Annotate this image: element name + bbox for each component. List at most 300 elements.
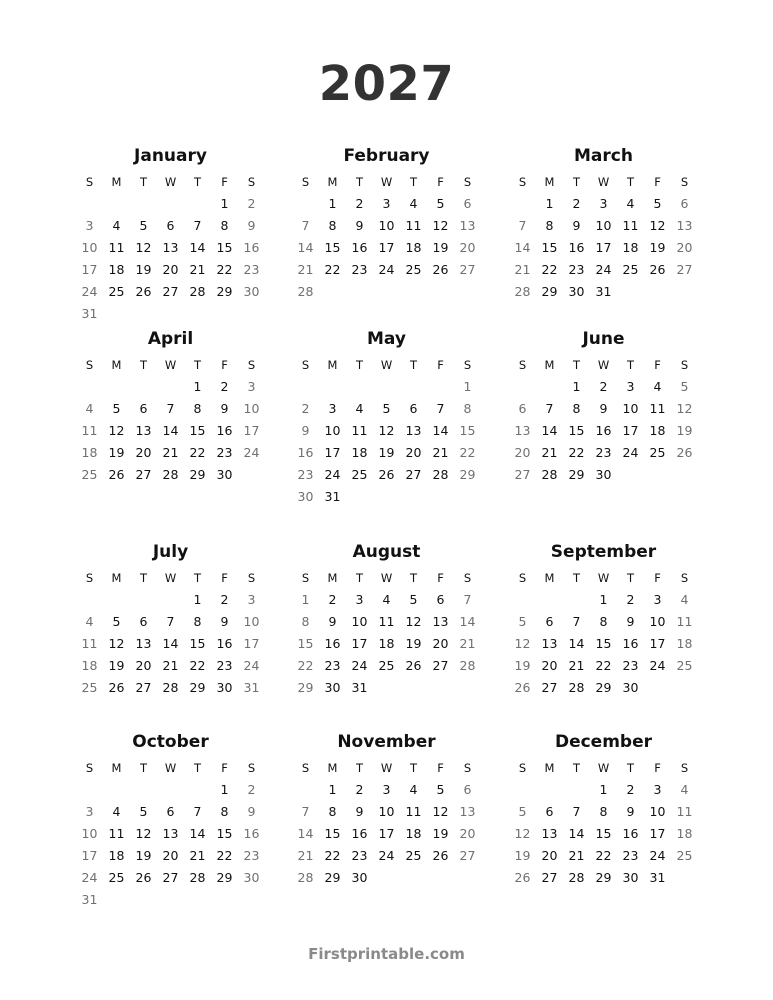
day-cell: 16 xyxy=(595,423,612,438)
day-cell: 30 xyxy=(297,489,314,504)
day-cell: 27 xyxy=(459,848,476,863)
day-cell: 13 xyxy=(162,240,179,255)
day-cell: 18 xyxy=(405,240,422,255)
day-cell: 19 xyxy=(378,445,395,460)
day-cell: 31 xyxy=(243,680,260,695)
day-cell: 19 xyxy=(514,658,531,673)
week-row xyxy=(76,303,265,325)
day-cell: 20 xyxy=(135,445,152,460)
day-cell: 24 xyxy=(81,284,98,299)
week-row xyxy=(76,677,265,699)
day-cell: 21 xyxy=(297,848,314,863)
day-cell: 15 xyxy=(568,423,585,438)
day-cell: 4 xyxy=(112,218,121,233)
day-cell: 2 xyxy=(572,196,581,211)
day-cell: 23 xyxy=(324,658,341,673)
weekday-header: S xyxy=(247,571,256,585)
day-cell: 30 xyxy=(243,870,260,885)
day-cell: 7 xyxy=(301,804,310,819)
day-cell: 9 xyxy=(247,218,256,233)
day-cell: 27 xyxy=(514,467,531,482)
day-cell: 21 xyxy=(568,658,585,673)
weekday-header: T xyxy=(626,358,635,372)
weekday-header: S xyxy=(518,358,527,372)
day-cell: 26 xyxy=(649,262,666,277)
day-cell: 4 xyxy=(112,804,121,819)
day-cell: 18 xyxy=(81,658,98,673)
day-cell: 18 xyxy=(351,445,368,460)
day-cell: 30 xyxy=(216,467,233,482)
weekday-header: S xyxy=(518,175,527,189)
weekday-header: S xyxy=(463,358,472,372)
day-cell: 24 xyxy=(595,262,612,277)
day-cell: 13 xyxy=(432,614,449,629)
day-cell: 5 xyxy=(112,401,121,416)
day-cell: 26 xyxy=(676,445,693,460)
day-cell: 21 xyxy=(189,262,206,277)
day-cell: 26 xyxy=(514,870,531,885)
day-cell: 11 xyxy=(108,240,125,255)
day-cell: 24 xyxy=(378,262,395,277)
weekday-header: T xyxy=(193,571,202,585)
week-row xyxy=(292,845,481,867)
day-cell: 6 xyxy=(463,196,472,211)
day-cell: 15 xyxy=(216,240,233,255)
weekday-header: F xyxy=(654,761,661,775)
day-cell: 30 xyxy=(568,284,585,299)
weekday-header: S xyxy=(680,358,689,372)
day-cell: 15 xyxy=(541,240,558,255)
day-cell: 19 xyxy=(135,848,152,863)
day-cell: 10 xyxy=(351,614,368,629)
weekday-header: M xyxy=(111,571,122,585)
day-cell: 2 xyxy=(247,782,256,797)
day-cell: 16 xyxy=(568,240,585,255)
day-cell: 12 xyxy=(432,218,449,233)
weekday-header: W xyxy=(380,571,393,585)
day-cell: 13 xyxy=(135,636,152,651)
day-cell: 21 xyxy=(432,445,449,460)
weekday-header: T xyxy=(355,761,364,775)
day-cell: 7 xyxy=(518,218,527,233)
day-cell: 14 xyxy=(189,240,206,255)
week-row xyxy=(292,259,481,281)
day-cell: 25 xyxy=(378,658,395,673)
week-row xyxy=(76,281,265,303)
week-row xyxy=(509,464,698,486)
day-cell: 3 xyxy=(85,804,94,819)
week-row xyxy=(509,259,698,281)
day-cell: 26 xyxy=(432,848,449,863)
day-cell: 21 xyxy=(297,262,314,277)
day-cell: 15 xyxy=(595,636,612,651)
weekday-header: S xyxy=(247,175,256,189)
day-cell: 17 xyxy=(649,636,666,651)
week-row xyxy=(509,677,698,699)
day-cell: 1 xyxy=(599,782,608,797)
day-cell: 19 xyxy=(135,262,152,277)
day-cell: 8 xyxy=(301,614,310,629)
day-cell: 14 xyxy=(568,636,585,651)
day-cell: 7 xyxy=(193,218,202,233)
day-cell: 21 xyxy=(568,848,585,863)
day-cell: 29 xyxy=(324,870,341,885)
weekday-header: M xyxy=(544,761,555,775)
day-cell: 14 xyxy=(541,423,558,438)
weekday-header: M xyxy=(327,175,338,189)
weekday-header: W xyxy=(597,175,610,189)
day-cell: 5 xyxy=(518,804,527,819)
day-cell: 27 xyxy=(676,262,693,277)
day-cell: 31 xyxy=(81,892,98,907)
week-row xyxy=(509,589,698,611)
week-row xyxy=(292,589,481,611)
day-cell: 8 xyxy=(572,401,581,416)
week-row xyxy=(76,845,265,867)
day-cell: 1 xyxy=(328,196,337,211)
day-cell: 28 xyxy=(297,870,314,885)
week-row xyxy=(509,655,698,677)
day-cell: 23 xyxy=(216,658,233,673)
day-cell: 2 xyxy=(301,401,310,416)
week-row xyxy=(292,376,481,398)
day-cell: 4 xyxy=(355,401,364,416)
day-cell: 13 xyxy=(162,826,179,841)
day-cell: 27 xyxy=(541,680,558,695)
day-cell: 19 xyxy=(108,658,125,673)
day-cell: 28 xyxy=(514,284,531,299)
week-row xyxy=(292,823,481,845)
week-row xyxy=(292,398,481,420)
week-row xyxy=(509,633,698,655)
day-cell: 25 xyxy=(676,848,693,863)
day-cell: 3 xyxy=(653,592,662,607)
day-cell: 20 xyxy=(541,848,558,863)
day-cell: 21 xyxy=(162,658,179,673)
week-row xyxy=(509,845,698,867)
day-cell: 4 xyxy=(626,196,635,211)
day-cell: 6 xyxy=(139,401,148,416)
day-cell: 24 xyxy=(243,658,260,673)
weekday-header: M xyxy=(544,358,555,372)
day-cell: 19 xyxy=(432,826,449,841)
day-cell: 14 xyxy=(568,826,585,841)
day-cell: 9 xyxy=(328,614,337,629)
week-row xyxy=(76,259,265,281)
weekday-header: M xyxy=(544,175,555,189)
weekday-header: T xyxy=(409,175,418,189)
day-cell: 11 xyxy=(649,401,666,416)
day-cell: 31 xyxy=(649,870,666,885)
day-cell: 12 xyxy=(405,614,422,629)
day-cell: 9 xyxy=(626,804,635,819)
weekday-header: T xyxy=(409,571,418,585)
month-name: May xyxy=(367,329,406,349)
day-cell: 7 xyxy=(166,401,175,416)
day-cell: 29 xyxy=(189,680,206,695)
day-cell: 5 xyxy=(382,401,391,416)
day-cell: 4 xyxy=(382,592,391,607)
weekday-header: W xyxy=(164,175,177,189)
day-cell: 4 xyxy=(409,196,418,211)
day-cell: 16 xyxy=(622,826,639,841)
week-row xyxy=(76,779,265,801)
week-row xyxy=(76,655,265,677)
day-cell: 29 xyxy=(216,284,233,299)
day-cell: 25 xyxy=(622,262,639,277)
day-cell: 30 xyxy=(243,284,260,299)
day-cell: 4 xyxy=(680,782,689,797)
day-cell: 11 xyxy=(81,423,98,438)
weekday-header-row xyxy=(76,757,265,779)
day-cell: 17 xyxy=(243,423,260,438)
week-row xyxy=(76,376,265,398)
day-cell: 3 xyxy=(382,782,391,797)
day-cell: 24 xyxy=(378,848,395,863)
day-cell: 30 xyxy=(622,680,639,695)
day-cell: 13 xyxy=(541,636,558,651)
day-cell: 23 xyxy=(622,658,639,673)
weekday-header: T xyxy=(355,175,364,189)
day-cell: 9 xyxy=(355,804,364,819)
month-name: September xyxy=(550,542,657,562)
day-cell: 3 xyxy=(626,379,635,394)
weekday-header: F xyxy=(437,571,444,585)
week-row xyxy=(292,215,481,237)
weekday-header-row xyxy=(292,567,481,589)
day-cell: 12 xyxy=(514,636,531,651)
day-cell: 1 xyxy=(599,592,608,607)
weekday-header: T xyxy=(355,358,364,372)
day-cell: 26 xyxy=(514,680,531,695)
day-cell: 28 xyxy=(568,680,585,695)
day-cell: 18 xyxy=(622,240,639,255)
day-cell: 27 xyxy=(162,870,179,885)
day-cell: 16 xyxy=(243,240,260,255)
week-row xyxy=(509,823,698,845)
day-cell: 25 xyxy=(351,467,368,482)
day-cell: 26 xyxy=(378,467,395,482)
day-cell: 18 xyxy=(378,636,395,651)
day-cell: 5 xyxy=(409,592,418,607)
weekday-header: S xyxy=(301,571,310,585)
day-cell: 1 xyxy=(193,592,202,607)
weekday-header: S xyxy=(463,175,472,189)
day-cell: 20 xyxy=(459,240,476,255)
day-cell: 8 xyxy=(599,614,608,629)
day-cell: 12 xyxy=(108,423,125,438)
day-cell: 20 xyxy=(432,636,449,651)
day-cell: 10 xyxy=(649,804,666,819)
week-row xyxy=(292,779,481,801)
week-row xyxy=(509,442,698,464)
day-cell: 21 xyxy=(189,848,206,863)
day-cell: 19 xyxy=(649,240,666,255)
day-cell: 30 xyxy=(216,680,233,695)
weekday-header: T xyxy=(409,358,418,372)
day-cell: 5 xyxy=(139,218,148,233)
week-row xyxy=(292,633,481,655)
weekday-header: F xyxy=(221,175,228,189)
day-cell: 30 xyxy=(595,467,612,482)
weekday-header: S xyxy=(85,571,94,585)
day-cell: 13 xyxy=(459,804,476,819)
week-row xyxy=(292,801,481,823)
day-cell: 24 xyxy=(649,658,666,673)
day-cell: 22 xyxy=(595,658,612,673)
day-cell: 20 xyxy=(676,240,693,255)
day-cell: 6 xyxy=(463,782,472,797)
day-cell: 31 xyxy=(351,680,368,695)
day-cell: 13 xyxy=(405,423,422,438)
week-row xyxy=(292,611,481,633)
day-cell: 12 xyxy=(676,401,693,416)
weekday-header: T xyxy=(626,761,635,775)
day-cell: 29 xyxy=(541,284,558,299)
week-row xyxy=(292,420,481,442)
day-cell: 15 xyxy=(189,423,206,438)
day-cell: 29 xyxy=(595,870,612,885)
day-cell: 14 xyxy=(459,614,476,629)
day-cell: 11 xyxy=(405,804,422,819)
day-cell: 3 xyxy=(599,196,608,211)
week-row xyxy=(292,867,481,889)
day-cell: 9 xyxy=(220,614,229,629)
weekday-header: S xyxy=(85,175,94,189)
day-cell: 5 xyxy=(139,804,148,819)
day-cell: 11 xyxy=(81,636,98,651)
day-cell: 7 xyxy=(572,614,581,629)
week-row xyxy=(509,867,698,889)
day-cell: 11 xyxy=(378,614,395,629)
month-name: April xyxy=(147,329,194,349)
month-name: June xyxy=(582,329,625,349)
day-cell: 18 xyxy=(108,262,125,277)
weekday-header-row xyxy=(76,354,265,376)
day-cell: 23 xyxy=(595,445,612,460)
week-row xyxy=(292,677,481,699)
weekday-header: M xyxy=(327,358,338,372)
week-row xyxy=(76,237,265,259)
day-cell: 5 xyxy=(518,614,527,629)
day-cell: 6 xyxy=(166,218,175,233)
day-cell: 6 xyxy=(139,614,148,629)
day-cell: 26 xyxy=(405,658,422,673)
day-cell: 7 xyxy=(193,804,202,819)
day-cell: 23 xyxy=(568,262,585,277)
weekday-header: M xyxy=(327,761,338,775)
week-row xyxy=(76,420,265,442)
day-cell: 2 xyxy=(355,782,364,797)
day-cell: 22 xyxy=(216,262,233,277)
day-cell: 9 xyxy=(301,423,310,438)
week-row xyxy=(76,398,265,420)
day-cell: 20 xyxy=(162,848,179,863)
day-cell: 30 xyxy=(324,680,341,695)
month-name: March xyxy=(574,146,633,166)
weekday-header: F xyxy=(221,358,228,372)
day-cell: 9 xyxy=(572,218,581,233)
weekday-header: S xyxy=(680,175,689,189)
day-cell: 28 xyxy=(162,680,179,695)
weekday-header: S xyxy=(518,571,527,585)
day-cell: 19 xyxy=(432,240,449,255)
day-cell: 1 xyxy=(220,782,229,797)
day-cell: 21 xyxy=(459,636,476,651)
day-cell: 10 xyxy=(595,218,612,233)
day-cell: 8 xyxy=(328,804,337,819)
weekday-header: S xyxy=(680,571,689,585)
weekday-header: M xyxy=(111,175,122,189)
week-row xyxy=(76,464,265,486)
day-cell: 25 xyxy=(108,870,125,885)
day-cell: 10 xyxy=(81,240,98,255)
day-cell: 28 xyxy=(568,870,585,885)
day-cell: 22 xyxy=(595,848,612,863)
day-cell: 28 xyxy=(162,467,179,482)
week-row xyxy=(509,420,698,442)
weekday-header: F xyxy=(437,175,444,189)
weekday-header: F xyxy=(654,571,661,585)
day-cell: 4 xyxy=(409,782,418,797)
day-cell: 8 xyxy=(193,401,202,416)
day-cell: 20 xyxy=(541,658,558,673)
day-cell: 1 xyxy=(545,196,554,211)
weekday-header: W xyxy=(164,761,177,775)
day-cell: 24 xyxy=(243,445,260,460)
day-cell: 14 xyxy=(297,240,314,255)
day-cell: 2 xyxy=(328,592,337,607)
weekday-header: S xyxy=(518,761,527,775)
day-cell: 8 xyxy=(328,218,337,233)
day-cell: 3 xyxy=(355,592,364,607)
day-cell: 2 xyxy=(220,379,229,394)
week-row xyxy=(509,215,698,237)
week-row xyxy=(76,867,265,889)
day-cell: 17 xyxy=(622,423,639,438)
day-cell: 27 xyxy=(162,284,179,299)
day-cell: 4 xyxy=(653,379,662,394)
day-cell: 20 xyxy=(405,445,422,460)
day-cell: 7 xyxy=(436,401,445,416)
day-cell: 1 xyxy=(463,379,472,394)
day-cell: 22 xyxy=(216,848,233,863)
month-name: August xyxy=(352,542,421,562)
day-cell: 28 xyxy=(189,870,206,885)
day-cell: 8 xyxy=(545,218,554,233)
weekday-header: W xyxy=(380,761,393,775)
day-cell: 5 xyxy=(436,782,445,797)
day-cell: 24 xyxy=(622,445,639,460)
day-cell: 6 xyxy=(166,804,175,819)
day-cell: 17 xyxy=(378,240,395,255)
day-cell: 29 xyxy=(216,870,233,885)
day-cell: 5 xyxy=(112,614,121,629)
day-cell: 6 xyxy=(409,401,418,416)
day-cell: 22 xyxy=(189,658,206,673)
day-cell: 14 xyxy=(189,826,206,841)
weekday-header: T xyxy=(193,761,202,775)
day-cell: 26 xyxy=(108,680,125,695)
weekday-header: S xyxy=(247,761,256,775)
day-cell: 15 xyxy=(324,826,341,841)
day-cell: 13 xyxy=(541,826,558,841)
week-row xyxy=(76,193,265,215)
day-cell: 23 xyxy=(351,848,368,863)
week-row xyxy=(76,611,265,633)
day-cell: 1 xyxy=(328,782,337,797)
weekday-header: W xyxy=(597,761,610,775)
